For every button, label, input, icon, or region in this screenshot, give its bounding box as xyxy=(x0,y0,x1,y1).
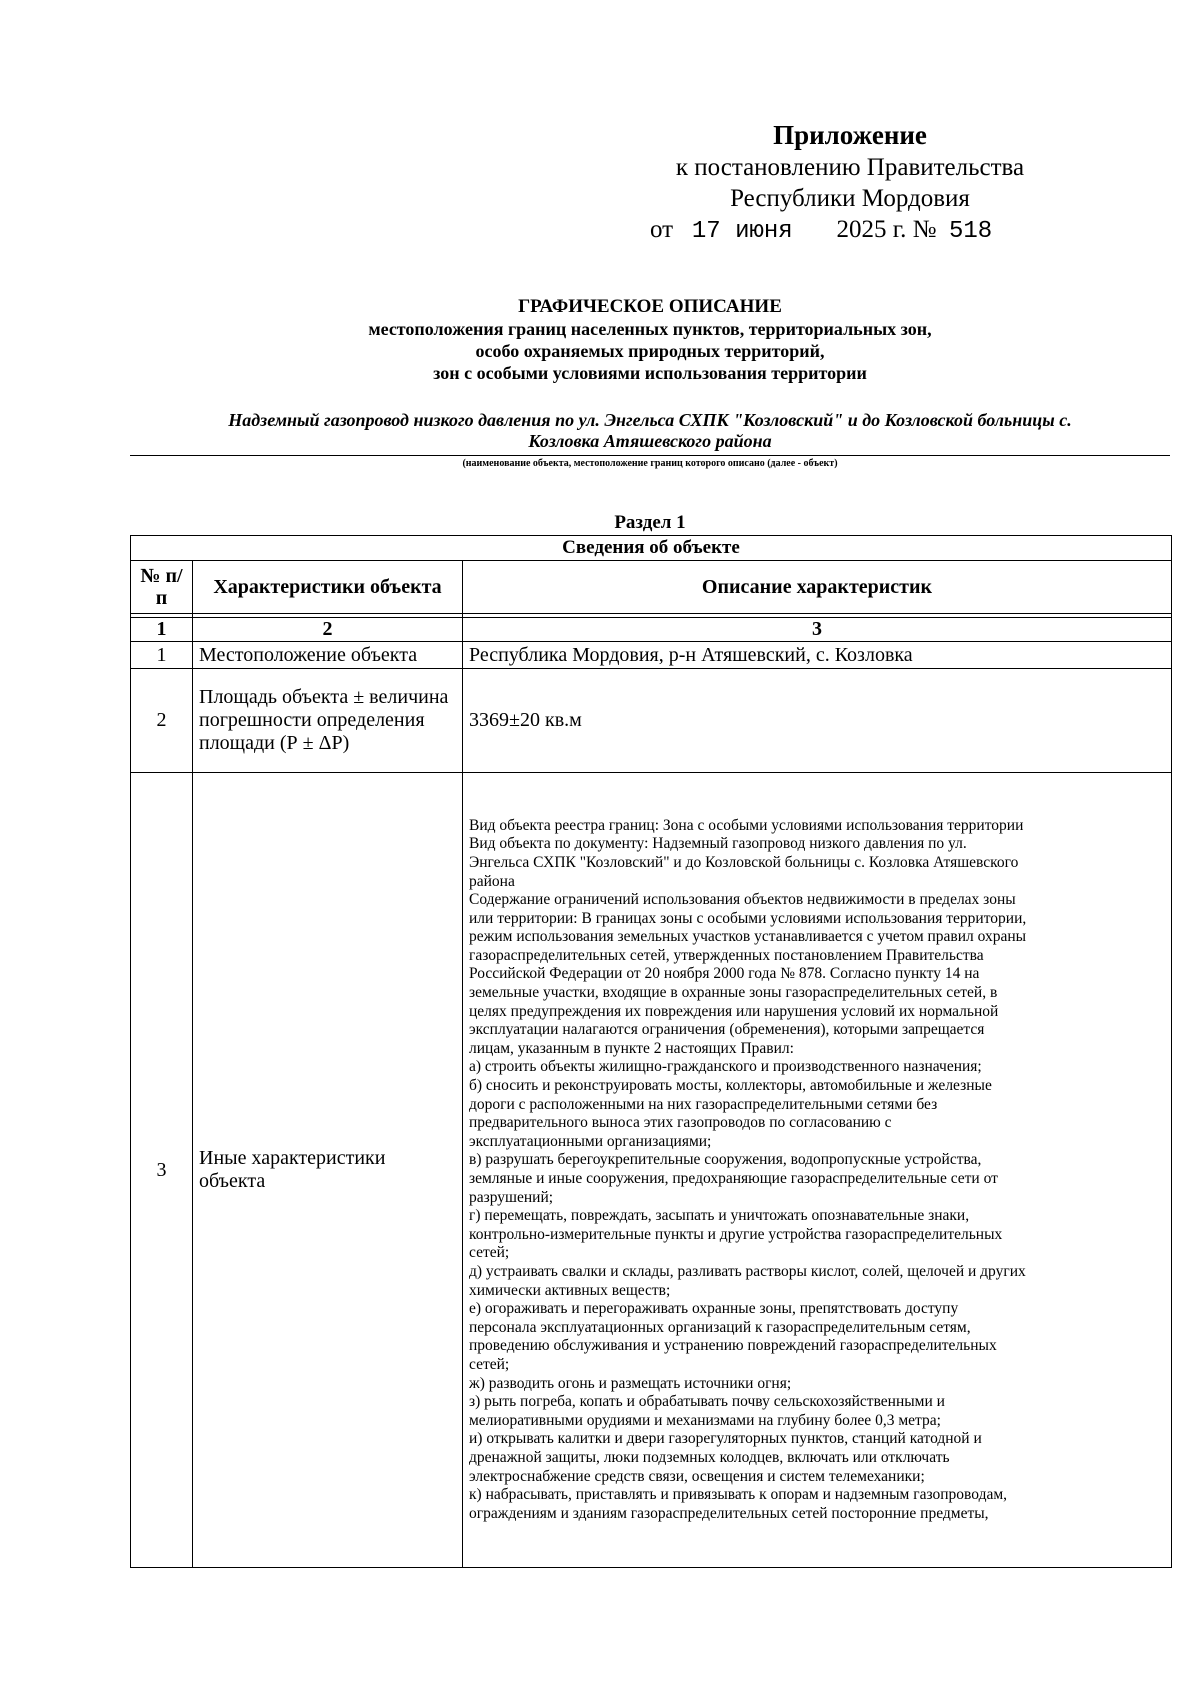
object-name xyxy=(130,410,1170,452)
description-line: сетей; xyxy=(469,1355,510,1373)
row-num: 2 xyxy=(131,669,193,773)
header-num: № п/п xyxy=(131,561,193,614)
description-line: дороги с расположенными на них газораспределительными сетями без xyxy=(469,1095,938,1113)
object-underline xyxy=(130,455,1170,456)
description-line: ограждениям и зданиям газораспределительных сетей посторонние предметы, xyxy=(469,1504,989,1522)
description-line: лицам, указанным в пункте 2 настоящих Правил: xyxy=(469,1039,794,1057)
description-line: Российской Федерации от 20 ноября 2000 года № 878. Согласно пункту 14 на xyxy=(469,965,980,983)
row-value: 3369±20 кв.м xyxy=(463,669,1172,773)
appendix-date-line xyxy=(640,214,1060,247)
description-line: а) строить объекты жилищно-гражданского и производственного назначения; xyxy=(469,1058,982,1076)
appendix-title: Приложение xyxy=(773,120,927,150)
row-value: Республика Мордовия, р-н Атяшевский, с. Козловка xyxy=(463,642,1172,669)
description-line: Вид объекта по документу: Надземный газопровод низкого давления по ул. xyxy=(469,835,967,853)
heading-line-1: местоположения границ населенных пунктов, территориальных зон, xyxy=(368,319,932,339)
col-number-3: 3 xyxy=(463,618,1172,642)
description-line: режим использования земельных участков устанавливается с учетом правил охраны xyxy=(469,928,1027,946)
table-col-numbers-row xyxy=(131,618,1172,642)
appendix-year: 2025 г. № xyxy=(836,216,937,243)
description-line: и) открывать калитки и двери газорегуляторных пунктов, станций катодной и xyxy=(469,1430,982,1448)
description-line: земельные участки, входящие в охранные зоны газораспределительных сетей, в xyxy=(469,984,998,1002)
appendix-number: 518 xyxy=(948,218,993,245)
description-line: б) сносить и реконструировать мосты, коллекторы, автомобильные и железные xyxy=(469,1077,992,1095)
description-line: проведению обслуживания и устранению повреждений газораспределительных xyxy=(469,1337,997,1355)
description-line: земляные и иные сооружения, предохраняющие газораспределительные сети от xyxy=(469,1170,998,1187)
row-name: Иные характеристики объекта xyxy=(193,773,463,1568)
col-number-2: 2 xyxy=(193,618,463,642)
description-line: сетей; xyxy=(469,1244,510,1262)
description-line: в) разрушать берегоукрепительные сооружения, водопропускные устройства, xyxy=(469,1151,982,1169)
appendix-line-2: Республики Мордовия xyxy=(730,185,970,212)
description-line: эксплуатационными организациями; xyxy=(469,1132,712,1150)
description-line: Вид объекта реестра границ: Зона с особыми условиями использования территории xyxy=(469,816,1024,834)
row-value-long-text xyxy=(463,773,1172,1568)
section-title: Раздел 1 xyxy=(614,512,686,533)
header-characteristic: Характеристики объекта xyxy=(193,561,463,614)
heading-title: ГРАФИЧЕСКОЕ ОПИСАНИЕ xyxy=(518,296,782,317)
description-line: мелиоративными орудиями и механизмами на глубину более 0,3 метра; xyxy=(469,1411,941,1429)
description-line: газораспределительных сетей, утвержденных постановлением Правительства xyxy=(469,946,984,964)
row-name: Местоположение объекта xyxy=(193,642,463,669)
object-info-table xyxy=(130,535,1172,1568)
row-num: 3 xyxy=(131,773,193,1568)
description-line: д) устраивать свалки и склады, разливать растворы кислот, солей, щелочей и других xyxy=(469,1262,1026,1280)
table-row xyxy=(131,669,1172,773)
description-line: з) рыть погреба, копать и обрабатывать почву сельскохозяйственными и xyxy=(469,1393,945,1411)
heading-line-2: особо охраняемых природных территорий, xyxy=(475,341,825,361)
col-number-1: 1 xyxy=(131,618,193,642)
table-caption: Сведения об объекте xyxy=(131,536,1172,561)
table-row xyxy=(131,773,1172,1568)
heading-line-3: зон с особыми условиями использования территории xyxy=(433,363,867,383)
object-name-line-2: Козловка Атяшевского района xyxy=(528,431,772,451)
description-line: Содержание ограничений использования объектов недвижимости в пределах зоны xyxy=(469,891,1016,909)
table-header-row xyxy=(131,561,1172,614)
description-line: или территории: В границах зоны с особыми условиями использования территории, xyxy=(469,909,1027,927)
document-heading xyxy=(130,296,1170,384)
description-line: к) набрасывать, приставлять и привязывать к опорам и надземным газопроводам, xyxy=(469,1486,1008,1504)
appendix-ot: от xyxy=(650,216,674,243)
description-line: электроснабжение средств связи, освещения и систем телемеханики; xyxy=(469,1467,925,1485)
description-line: дренажной защиты, люки подземных колодцев, включать или отключать xyxy=(469,1448,950,1466)
description-line: ж) разводить огонь и размещать источники огня; xyxy=(469,1374,792,1392)
description-line: контрольно-измерительные пункты и другие устройства газораспределительных xyxy=(469,1225,1003,1243)
description-line: разрушений; xyxy=(469,1188,554,1206)
description-line: эксплуатации налагаются ограничения (обременения), которыми запрещается xyxy=(469,1021,985,1039)
appendix-line-1: к постановлению Правительства xyxy=(675,154,1025,181)
description-line: г) перемещать, повреждать, засыпать и уничтожать опознавательные знаки, xyxy=(469,1207,970,1225)
description-line: Энгельса СХПК "Козловский" и до Козловской больницы с. Козловка Атяшевского xyxy=(469,853,1019,871)
object-name-line-1: Надземный газопровод низкого давления по ул. Энгельса СХПК "Козловский" и до Козловской больницы с. xyxy=(228,410,1072,430)
object-caption: (наименование объекта, местоположение границ которого описано (далее - объект) xyxy=(462,458,838,469)
description-line: персонала эксплуатационных организаций к газораспределительным сетям, xyxy=(469,1318,971,1336)
description-line: химически активных веществ; xyxy=(469,1281,671,1299)
description-line: предварительного выноса этих газопроводов по согласованию с xyxy=(469,1114,892,1132)
table-caption-row xyxy=(131,536,1172,561)
appendix-day-month: 17 июня xyxy=(691,218,793,245)
appendix-block xyxy=(640,118,1060,247)
description-line: целях предупреждения их повреждения или нарушения условий их нормальной xyxy=(469,1002,999,1020)
table-row xyxy=(131,642,1172,669)
row-num: 1 xyxy=(131,642,193,669)
header-description: Описание характеристик xyxy=(463,561,1172,614)
description-line: района xyxy=(469,872,515,890)
description-line: е) огораживать и перегораживать охранные зоны, препятствовать доступу xyxy=(469,1300,959,1318)
row-name: Площадь объекта ± величина погрешности определения площади (Р ± ΔР) xyxy=(193,669,463,773)
